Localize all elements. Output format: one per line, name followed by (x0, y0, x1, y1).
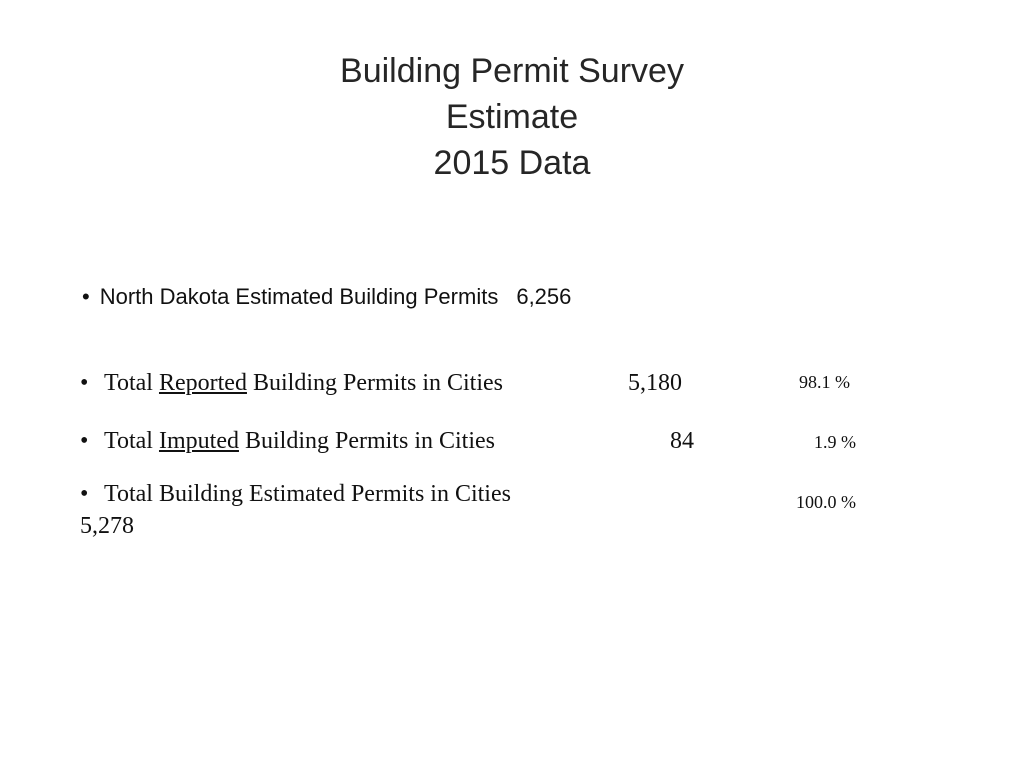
reported-permits-row (80, 367, 682, 399)
title-line-1: Building Permit Survey (340, 52, 684, 90)
reported-emphasis: Reported (158, 370, 247, 396)
north-dakota-label: North Dakota Estimated Building Permits (99, 284, 499, 309)
reported-prefix: Total (104, 370, 159, 396)
reported-percent: 98.1 % (799, 372, 850, 392)
imputed-emphasis: Imputed (158, 428, 239, 454)
reported-value: 5,180 (628, 370, 682, 396)
north-dakota-value: 6,256 (516, 284, 572, 309)
title-line-2: Estimate (445, 98, 579, 136)
imputed-suffix: Building Permits in Cities (238, 428, 495, 454)
bullet-glyph: • (80, 481, 89, 507)
bullet-glyph: • (82, 284, 90, 309)
north-dakota-total-line (82, 280, 571, 314)
imputed-prefix: Total (104, 428, 159, 454)
estimated-label: Total Building Estimated Permits in Cities (104, 481, 511, 507)
bullet-glyph: • (80, 370, 89, 396)
reported-suffix: Building Permits in Cities (246, 370, 503, 396)
slide-title (0, 48, 1024, 186)
imputed-permits-row (80, 425, 694, 457)
title-line-3: 2015 Data (433, 144, 591, 182)
estimated-value: 5,278 (80, 513, 134, 539)
imputed-percent: 1.9 % (814, 432, 856, 452)
imputed-value: 84 (670, 428, 694, 454)
bullet-glyph: • (80, 428, 89, 454)
estimated-permits-row (80, 478, 511, 542)
estimated-percent: 100.0 % (796, 492, 856, 512)
